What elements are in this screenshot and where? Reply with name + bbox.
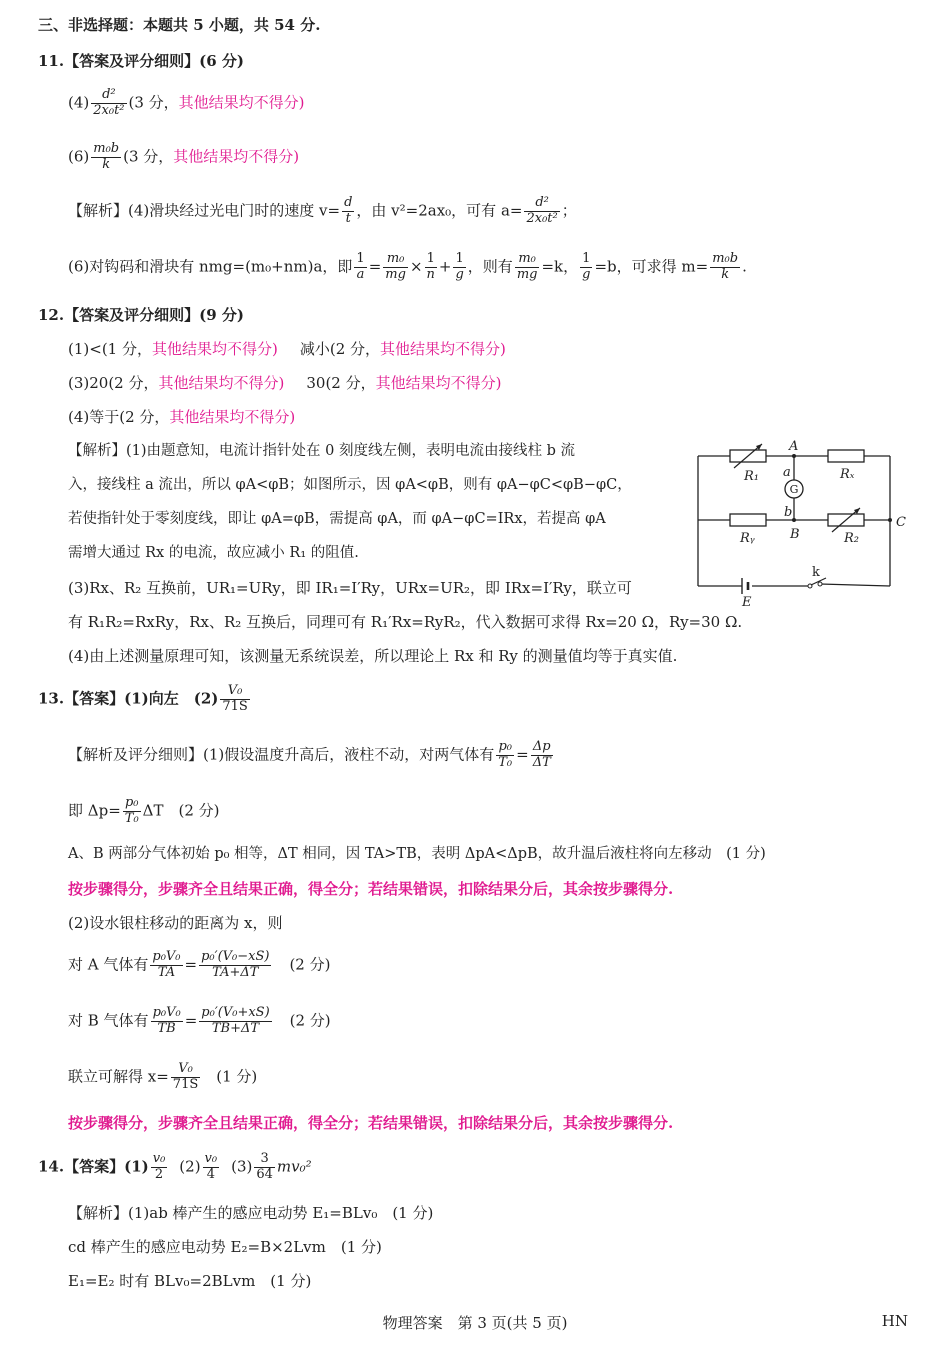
q11-analysis-4: 【解析】(4)滑块经过光电门时的速度 v= $\frac{d}{t}$ ，由 v²=2ax₀，可有 a= $\frac{\text{d²}}{\text{2x₀t²}}$ ； bbox=[68, 195, 577, 226]
fraction: $\frac{\text{m₀b}}{k}$ bbox=[93, 141, 120, 172]
circuit-diagram bbox=[690, 436, 916, 608]
q12-analysis-line-4: 需增大通过 Rx 的电流，故应减小 R₁ 的阻值. bbox=[68, 545, 359, 561]
svg-text:b: b bbox=[784, 505, 793, 520]
q12-answer-row-4: (4)等于(2 分，其他结果均不得分) bbox=[68, 408, 296, 426]
q12-analysis-line-3: 若使指针处于零刻度线，即让 φA=φB，需提高 φA，而 φA−φC=IRx，若提高 φA bbox=[68, 511, 606, 527]
q13-analysis-3: A、B 两部分气体初始 p₀ 相等，ΔT 相同，因 TA>TB，表明 ΔpA<ΔpB，故升温后液柱将向左移动 (1 分) bbox=[68, 846, 766, 862]
q12-analysis-line-1: 【解析】(1)由题意知，电流计指针处在 0 刻度线左侧，表明电流由接线柱 b 流 bbox=[68, 443, 575, 459]
q13-analysis-1: 【解析及评分细则】(1)假设温度升高后，液柱不动，对两气体有 $\frac{\text{p₀}}{\text{T₀}}$ = $\frac{\Delta p}{\Delta T}$ bbox=[68, 739, 551, 770]
resistor-rx bbox=[828, 450, 864, 462]
q13-analysis-7: 对 B 气体有 $\frac{\text{p₀V₀}}{TB}$ = $\frac{\text{p₀′(V₀+xS)}}{TB+\Delta T}$ (2 分) bbox=[68, 1005, 331, 1036]
q13-step-note-2: 按步骤得分，步骤齐全且结果正确，得全分；若结果错误，扣除结果分后，其余按步骤得分. bbox=[68, 1114, 674, 1132]
page-footer: 物理答案 第 3 页(共 5 页) bbox=[382, 1314, 568, 1332]
svg-text:C: C bbox=[896, 515, 906, 530]
fraction: $\frac{\text{p₀V₀}}{TB}$ bbox=[152, 1005, 181, 1036]
q13-analysis-8: 联立可解得 x= $\frac{\text{V₀}}{71S}$ (1 分) bbox=[68, 1061, 258, 1092]
fraction: $\frac{1}{n}$ bbox=[426, 251, 435, 282]
q13-analysis-6: 对 A 气体有 $\frac{\text{p₀V₀}}{TA}$ = $\frac{\text{p₀′(V₀−xS)}}{TA+\Delta T}$ (2 分) bbox=[68, 949, 331, 980]
q14-analysis-1: 【解析】(1)ab 棒产生的感应电动势 E₁=BLv₀ (1 分) bbox=[68, 1204, 434, 1222]
q13-step-note-1: 按步骤得分，步骤齐全且结果正确，得全分；若结果错误，扣除结果分后，其余按步骤得分. bbox=[68, 880, 674, 898]
fraction: $\frac{\Delta p}{\Delta T}$ bbox=[532, 739, 551, 770]
fraction: $\frac{3}{64}$ bbox=[256, 1151, 273, 1182]
svg-text:R₁: R₁ bbox=[744, 469, 759, 484]
fraction: $\frac{1}{g}$ bbox=[582, 251, 591, 282]
svg-text:R₂: R₂ bbox=[844, 531, 859, 546]
q12-analysis-line-2: 入，接线柱 a 流出，所以 φA<φB；如图所示，因 φA<φB，则有 φA−φC<φB−φC， bbox=[68, 477, 632, 493]
fraction: $\frac{\text{v₀}}{2}$ bbox=[152, 1151, 166, 1182]
q11-analysis-6: (6)对钩码和滑块有 nmg=(m₀+nm)a，即 $\frac{1}{a}$ = $\frac{\text{m₀}}{mg}$ × $\frac{1}{n}$ + $\frac{1}{g}$ ，则有 $\frac{\text{m₀}}{mg}$ =k， $\frac{1}{g}$ =b，可求得 m= $\frac{\text{m₀b}}{k}$ . bbox=[68, 251, 747, 282]
q11-header: 11.【答案及评分细则】(6 分) bbox=[38, 52, 244, 70]
fraction: $\frac{\text{p₀V₀}}{TA}$ bbox=[152, 949, 181, 980]
resistor-ry bbox=[730, 514, 766, 526]
svg-text:B: B bbox=[790, 527, 800, 542]
q12-header: 12.【答案及评分细则】(9 分) bbox=[38, 306, 244, 324]
q12-analysis-line-5: (3)Rx、R₂ 互换前，UR₁=URy，即 IR₁=I′Ry，URx=UR₂，即 IRx=I′Ry，联立可 bbox=[68, 579, 632, 597]
svg-text:E: E bbox=[742, 595, 752, 608]
fraction: $\frac{\text{p₀′(V₀+xS)}}{TB+\Delta T}$ bbox=[201, 1005, 270, 1036]
fraction: $\frac{1}{a}$ bbox=[356, 251, 365, 282]
q11-answer-4: (4) $\frac{\text{d²}}{\text{2x₀t²}}$ (3 分，其他结果均不得分) bbox=[68, 87, 305, 118]
q11-answer-6: (6) $\frac{\text{m₀b}}{k}$ (3 分，其他结果均不得分) bbox=[68, 141, 300, 172]
q13-analysis-5: (2)设水银柱移动的距离为 x，则 bbox=[68, 914, 283, 932]
fraction: $\frac{d}{t}$ bbox=[344, 195, 353, 226]
fraction: $\frac{\text{d²}}{\text{2x₀t²}}$ bbox=[93, 87, 125, 118]
fraction: $\frac{\text{d²}}{\text{2x₀t²}}$ bbox=[526, 195, 558, 226]
q13-analysis-2: 即 Δp= $\frac{\text{p₀}}{\text{T₀}}$ ΔT (2 分) bbox=[68, 795, 220, 826]
fraction: $\frac{1}{g}$ bbox=[455, 251, 464, 282]
fraction: $\frac{\text{p₀}}{\text{T₀}}$ bbox=[498, 739, 513, 770]
fraction: $\frac{\text{V₀}}{71S}$ bbox=[222, 683, 248, 714]
q12-answer-row-3: (3)20(2 分，其他结果均不得分) 30(2 分，其他结果均不得分) bbox=[68, 374, 502, 392]
q12-analysis-line-6: 有 R₁R₂=RxRy，Rx、R₂ 互换后，同理可有 R₁′Rx=RyR₂，代入数据可求得 Rx=20 Ω，Ry=30 Ω. bbox=[68, 613, 743, 631]
q12-analysis-line-7: (4)由上述测量原理可知，该测量无系统误差，所以理论上 Rx 和 Ry 的测量值均等于真实值. bbox=[68, 647, 678, 665]
q12-answer-row-1: (1)<(1 分，其他结果均不得分) 减小(2 分，其他结果均不得分) bbox=[68, 340, 506, 358]
svg-text:k: k bbox=[812, 565, 820, 580]
region-code: HN bbox=[881, 1312, 908, 1330]
fraction: $\frac{\text{v₀}}{4}$ bbox=[204, 1151, 218, 1182]
fraction: $\frac{\text{p₀}}{\text{T₀}}$ bbox=[124, 795, 139, 826]
fraction: $\frac{\text{p₀′(V₀−xS)}}{TA+\Delta T}$ bbox=[201, 949, 270, 980]
q14-answer: 14.【答案】(1) $\frac{\text{v₀}}{2}$ (2) $\frac{\text{v₀}}{4}$ (3) $\frac{3}{64}$ mv₀² bbox=[38, 1151, 312, 1182]
q14-analysis-3: E₁=E₂ 时有 BLv₀=2BLvm (1 分) bbox=[68, 1272, 312, 1290]
svg-text:Rₓ: Rₓ bbox=[840, 467, 855, 482]
fraction: $\frac{\text{m₀}}{mg}$ bbox=[385, 251, 406, 282]
q13-answer: 13.【答案】(1)向左 (2) $\frac{\text{V₀}}{71S}$ bbox=[38, 683, 248, 714]
q14-analysis-2: cd 棒产生的感应电动势 E₂=B×2Lvm (1 分) bbox=[68, 1238, 382, 1256]
svg-text:a: a bbox=[783, 465, 791, 480]
fraction: $\frac{\text{m₀}}{mg}$ bbox=[516, 251, 538, 282]
svg-text:G: G bbox=[789, 483, 799, 496]
section-title: 三、非选择题：本题共 5 小题，共 54 分. bbox=[38, 16, 321, 34]
svg-text:A: A bbox=[789, 439, 799, 454]
fraction: $\frac{\text{m₀b}}{k}$ bbox=[712, 251, 739, 282]
svg-text:Rᵧ: Rᵧ bbox=[740, 531, 755, 546]
fraction: $\frac{\text{V₀}}{71S}$ bbox=[172, 1061, 199, 1092]
